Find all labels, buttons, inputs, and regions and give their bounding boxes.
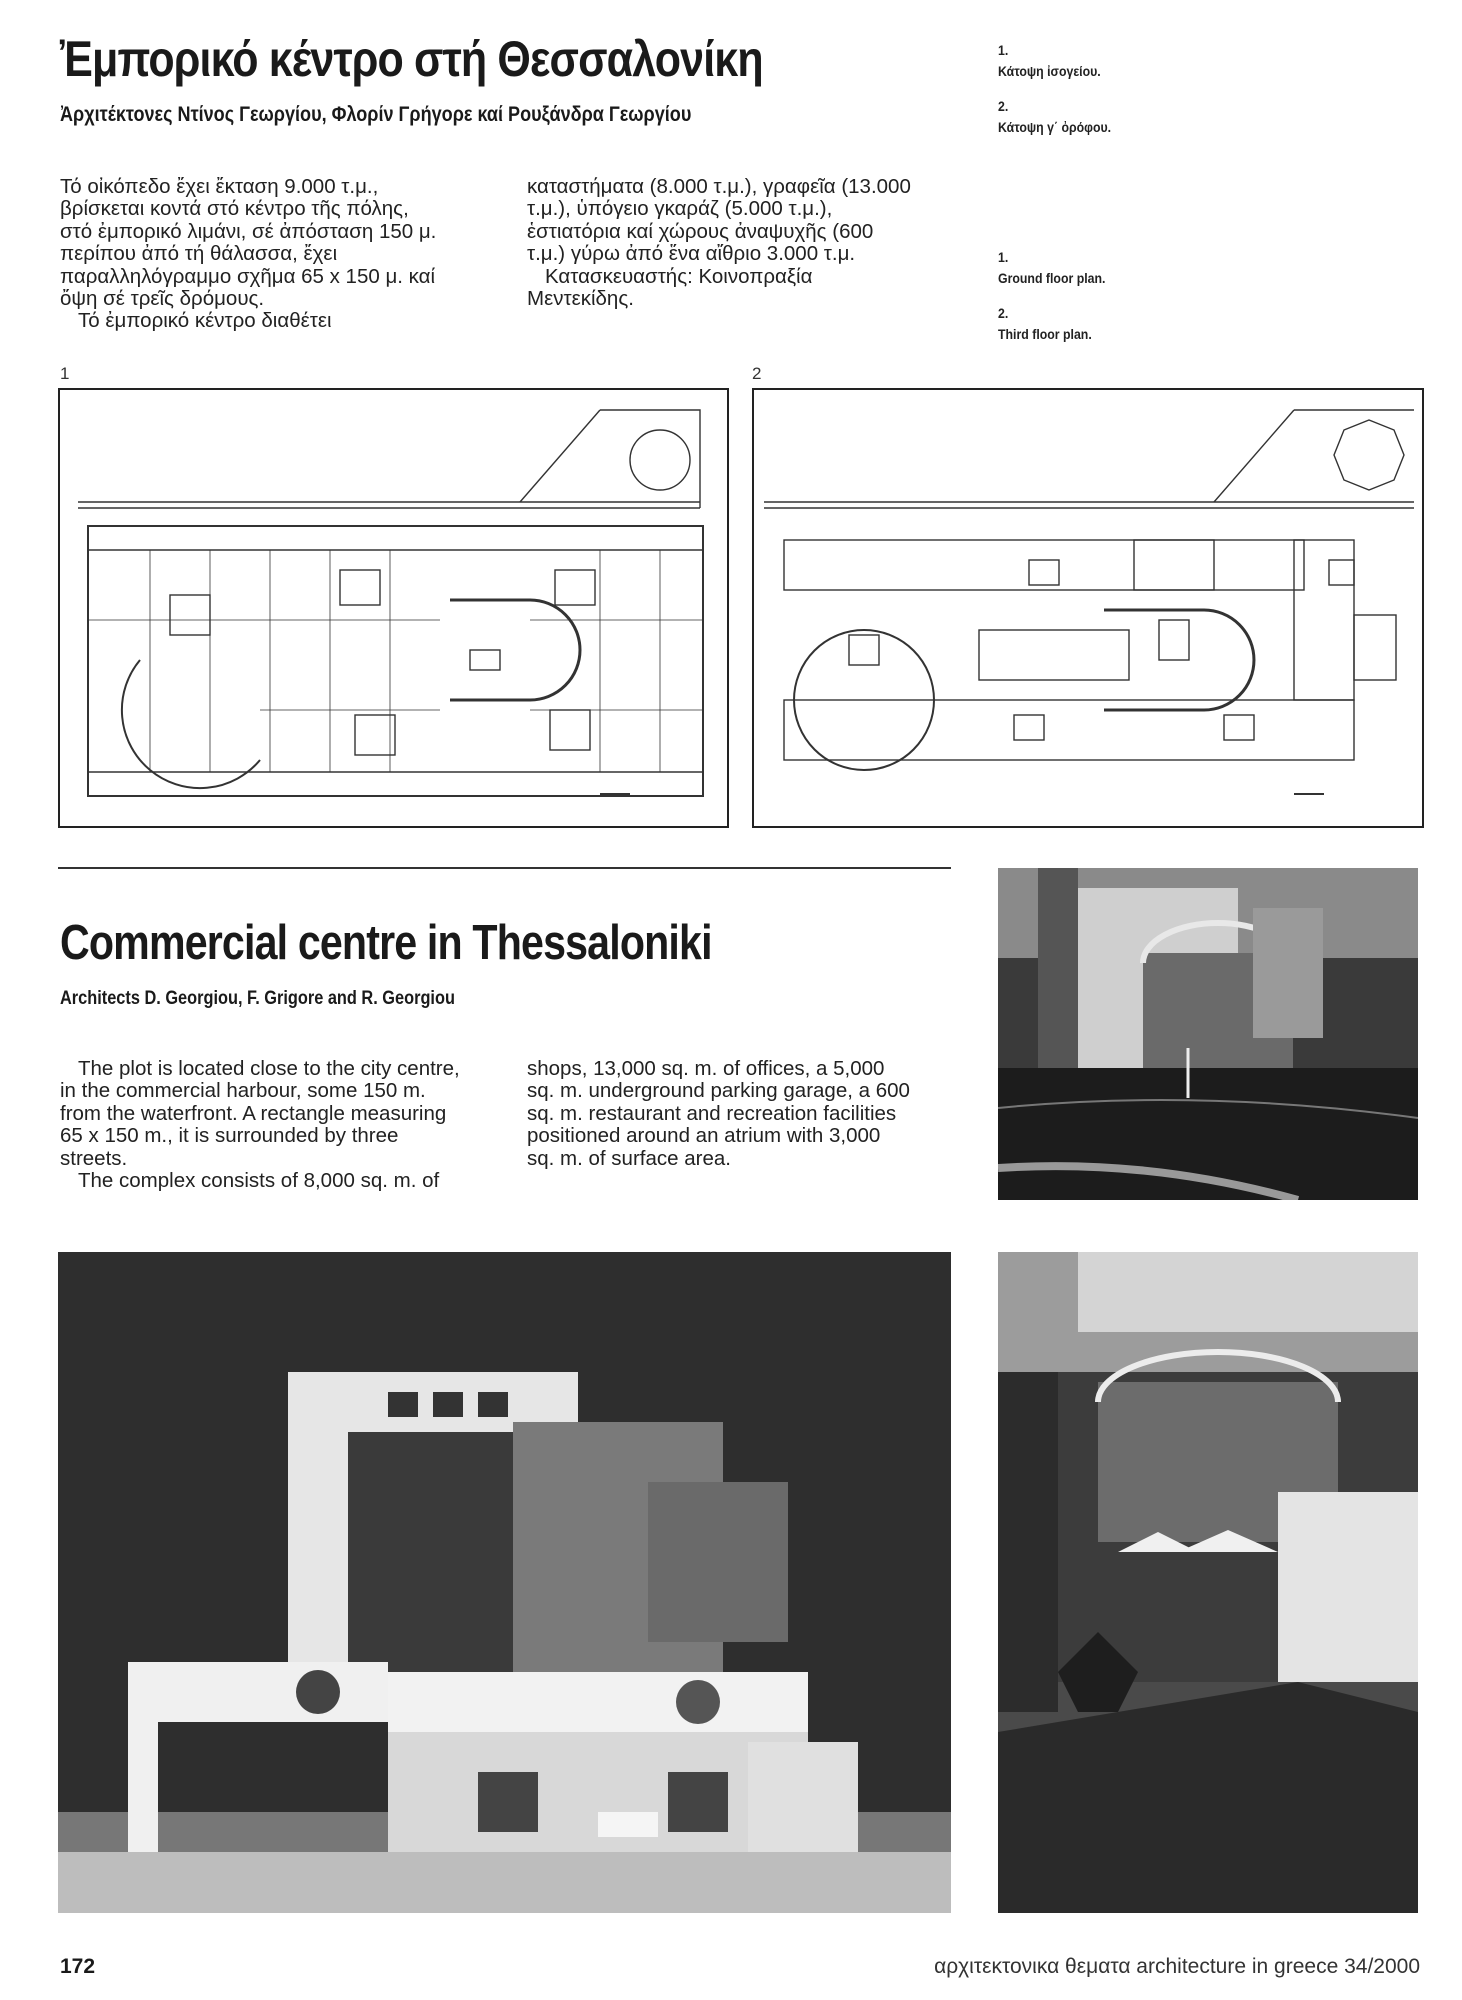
third-floor-plan [752, 388, 1424, 828]
core-block [555, 570, 595, 605]
core-block [1329, 560, 1354, 585]
site-boundary [1214, 410, 1294, 502]
caption-number: 2. [998, 305, 1009, 321]
journal-footer: αρχιτεκτονικα θεματα architecture in greece 34/2000 [934, 1955, 1420, 1978]
core-block [550, 710, 590, 750]
caption-greek [998, 40, 1111, 138]
site-boundary [520, 410, 600, 502]
photo-atrium-pool [998, 868, 1418, 1200]
core-block [1029, 560, 1059, 585]
caption-text: Κάτοψη ἰσογείου. [998, 63, 1101, 79]
office-wing [784, 540, 1214, 590]
caption-number: 2. [998, 98, 1009, 114]
core-block [340, 570, 380, 605]
english-architects: Architects D. Georgiou, F. Grigore and R. Georgiou [60, 988, 455, 1009]
text-line: Κατασκευαστής: Κοινοπραξία [545, 264, 813, 288]
english-title: Commercial centre in Thessaloniki [60, 916, 712, 970]
photo-street-facade [58, 1252, 951, 1913]
caption-text: Ground floor plan. [998, 270, 1106, 286]
bridge-stair [1354, 615, 1396, 680]
section-divider [58, 867, 951, 869]
office-wing [784, 700, 1354, 760]
text-line: τ.μ.) γύρω ἀπό ἕνα αἴθριο 3.000 τ.μ. [527, 242, 856, 266]
photo-atrium-view-image [998, 1252, 1418, 1913]
text-line: from the waterfront. A rectangle measuring [60, 1101, 447, 1125]
english-column-1 [60, 1058, 460, 1192]
greek-column-2 [527, 176, 911, 310]
text-line: positioned around an atrium with 3,000 [527, 1124, 881, 1148]
text-line: τ.μ.), ὑπόγειο γκαράζ (5.000 τ.μ.), [527, 197, 833, 221]
third-floor-plan-drawing [754, 390, 1422, 826]
ground-floor-plan [58, 388, 729, 828]
english-column-2 [527, 1058, 910, 1170]
text-line: 65 x 150 m., it is surrounded by three [60, 1124, 399, 1148]
figure-number-2: 2 [752, 364, 762, 383]
text-line: καταστήματα (8.000 τ.μ.), γραφεῖα (13.000 [527, 175, 911, 198]
caption-text: Κάτοψη γ΄ ὀρόφου. [998, 119, 1112, 135]
text-line: The complex consists of 8,000 sq. m. of [78, 1169, 440, 1193]
greek-architects: Ἀρχιτέκτονες Ντίνος Γεωργίου, Φλορίν Γρήγορε καί Ρουξάνδρα Γεωργίου [60, 103, 692, 126]
atrium-void [979, 630, 1129, 680]
site-boundary [600, 410, 700, 508]
text-line: sq. m. underground parking garage, a 600 [527, 1079, 910, 1103]
ground-floor-plan-drawing [60, 390, 727, 826]
text-line: περίπου ἀπό τή θάλασσα, ἔχει [60, 242, 338, 266]
page-number: 172 [60, 1955, 96, 1978]
text-line: Τό ἐμπορικό κέντρο διαθέτει [78, 309, 332, 333]
rotunda-curve [122, 660, 260, 788]
text-line: The plot is located close to the city centre, [78, 1057, 460, 1080]
text-line: βρίσκεται κοντά στό κέντρο τῆς πόλης, [60, 197, 409, 221]
greek-column-1 [60, 176, 436, 333]
caption-number: 1. [998, 42, 1009, 58]
text-line: in the commercial harbour, some 150 m. [60, 1079, 426, 1103]
octagon-pavilion [1334, 420, 1404, 490]
text-line: στό ἐμπορικό λιμάνι, σέ ἀπόσταση 150 μ. [60, 219, 437, 243]
core-block [849, 635, 879, 665]
photo-atrium-view [998, 1252, 1418, 1913]
core-block [1014, 715, 1044, 740]
core-block [355, 715, 395, 755]
photo-atrium-pool-image [998, 868, 1418, 1200]
text-line: sq. m. of surface area. [527, 1146, 731, 1170]
kiosk-circle [630, 430, 690, 490]
text-line: ὄψη σέ τρεῖς δρόμους. [60, 287, 265, 311]
office-wing [1294, 540, 1354, 700]
core-block [470, 650, 500, 670]
text-line: Μεντεκίδης. [527, 287, 634, 311]
text-line: shops, 13,000 sq. m. of offices, a 5,000 [527, 1057, 885, 1080]
photo-street-facade-image [58, 1252, 951, 1913]
caption-english [998, 247, 1105, 345]
caption-text: Third floor plan. [998, 326, 1092, 342]
text-line: παραλληλόγραμμο σχῆμα 65 x 150 μ. καί [60, 264, 436, 288]
text-line: streets. [60, 1146, 128, 1170]
figure-number-1: 1 [60, 364, 70, 383]
text-line: Τό οἰκόπεδο ἔχει ἔκταση 9.000 τ.μ., [60, 175, 379, 198]
text-line: ἑστιατόρια καί χώρους ἀναψυχῆς (600 [527, 219, 874, 243]
greek-title: Ἐμπορικό κέντρο στή Θεσσαλονίκη [60, 31, 763, 87]
stair-block [1159, 620, 1189, 660]
caption-number: 1. [998, 249, 1009, 265]
core-block [1224, 715, 1254, 740]
text-line: sq. m. restaurant and recreation facilities [527, 1101, 897, 1125]
office-wing [1134, 540, 1304, 590]
core-block [170, 595, 210, 635]
